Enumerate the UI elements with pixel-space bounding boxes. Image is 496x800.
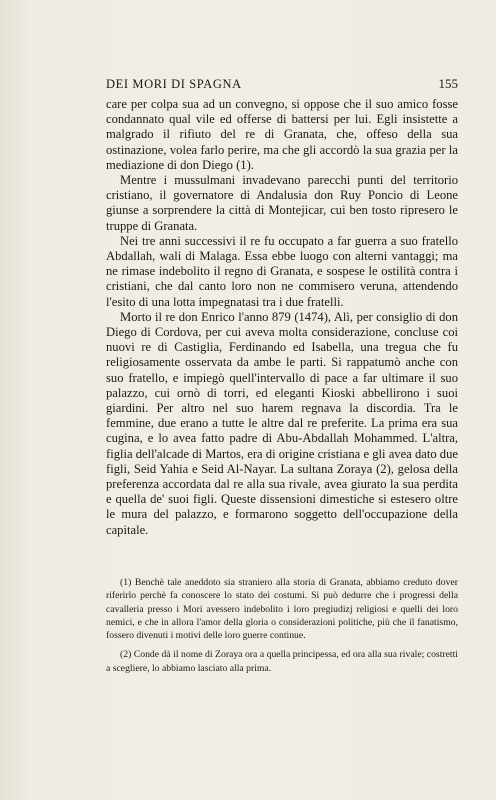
paragraph: care per colpa sua ad un convegno, si oppose che il suo amico fosse condannato qual vile ed offerse di battersi per lui. Egli insistette a malgrado il rifiuto del re di Granata, che, offeso della sua ostinazione, volea farlo perire, ma che gli accordò la sua grazia per la mediazione di don Diego (1). (106, 97, 458, 172)
footnote: (1) Benchè tale aneddoto sia straniero alla storia di Granata, abbiamo creduto dover riferirlo perchè fa conoscere lo stato dei costumi. Si può dedurre che i progressi della cavalleria presso i Mori avessero indebolito i loro pregiudizj religiosi e quelli dei loro nemici, e che in allora l'amor della gloria o considerazioni politiche, più che il fanatismo, fossero divenuti i motivi delle loro guerre continue. (106, 577, 458, 642)
paragraph: Mentre i mussulmani invadevano parecchi punti del territorio cristiano, il governatore di Andalusia don Ruy Poncio di Leone giunse a sorprendere la città di Montejicar, cui ben tosto ripresero le truppe di Granata. (106, 173, 458, 233)
paragraph: Morto il re don Enrico l'anno 879 (1474), Alì, per consiglio di don Diego di Cordova, per cui aveva molta considerazione, concluse coi nuovi re di Castiglia, Ferdinando ed Isabella, una tregua che fu religiosamente osservata da ambe le parti. Si rappatumò anche con suo fratello, e impiegò quell'intervallo di pace a far ultimare il suo palazzo, cui ornò di torri, ed eleganti Kioski abbellirono i suoi giardini. Per altro nel suo harem regnava la discordia. Tra le femmine, due erano a tutte le altre dal re preferite. La prima era sua cugina, e lo avea fatto padre di Abu-Abdallah Mohammed. L'altra, figlia dell'alcade di Martos, era di origine cristiana e gli avea dato due figli, Seid Yahia e Seid Al-Nayar. La sultana Zoraya (2), gelosa della preferenza accordata dal re alla sua rivale, avea giurato la sua perdita e quella de' suoi figli. Queste dissensioni dimestiche si estesero oltre le mura del palazzo, e formarono soggetto dell'occupazione della capitale. (106, 309, 458, 537)
page-number: 155 (438, 76, 458, 91)
main-text (106, 97, 458, 538)
footnote: (2) Conde dà il nome di Zoraya ora a quella principessa, ed ora alla sua rivale; costretti a scegliere, lo abbiamo lasciato alla prima. (106, 649, 458, 674)
footnotes (106, 576, 458, 681)
running-title: DEI MORI DI SPAGNA (106, 77, 242, 91)
page-header (106, 76, 458, 94)
paragraph: Nei tre anni successivi il re fu occupato a far guerra a suo fratello Abdallah, wali di Malaga. Essa ebbe luogo con alterni vantaggi; ma ne rimase indebolito il regno di Granata, e sospese le ostilità contra i cristiani, che dal canto loro non ne commisero veruna, attendendo l'esito di una lotta impegnatasi tra i due fratelli. (106, 233, 458, 309)
